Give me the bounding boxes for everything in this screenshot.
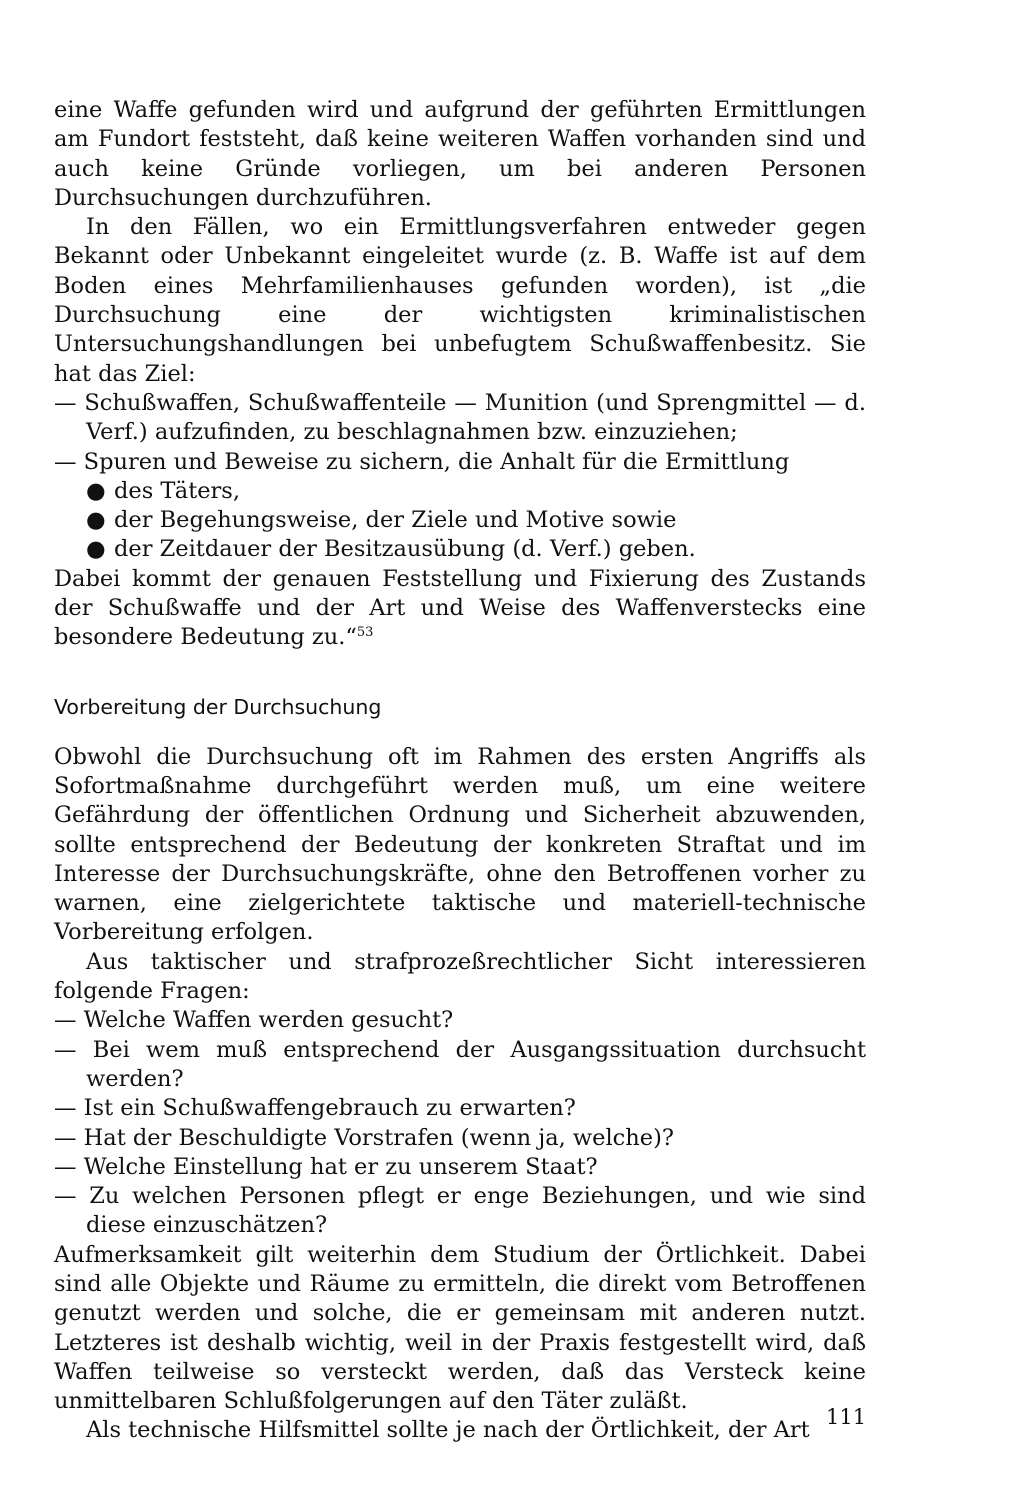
paragraph-locality: Aufmerksamkeit gilt weiterhin dem Studium der Örtlichkeit. Dabei sind alle Objekte und Räume zu ermitteln, die direkt vom Betroffenen genutzt werden und solche, die er gemeinsam mit anderen nutzt. Letzteres ist deshalb wichtig, weil in der Praxis festgestellt wird, daß Waffen teilweise so versteckt werden, daß das Versteck keine unmittelbaren Schlußfolgerungen auf den Täter zuläßt. [54, 1241, 866, 1415]
bullet-icon: ● [86, 477, 106, 504]
bullet-item [54, 477, 866, 506]
question-item: — Welche Waffen werden gesucht? [54, 1007, 454, 1034]
paragraph-preparation: Obwohl die Durchsuchung oft im Rahmen des ersten Angriffs als Sofortmaßnahme durchgeführt werden muß, um eine weitere Gefährdung der öffentlichen Ordnung und Sicherheit abzuwenden, sollte entsprechend der Bedeutung der konkreten Straftat und im Interesse der Durchsuchungskräfte, ohne den Betroffenen vorher zu warnen, eine zielgerichtete taktische und materiell-technische Vorbereitung erfolgen. [54, 743, 866, 946]
closing-quote-text: Dabei kommt der genauen Feststellung und Fixierung des Zustands der Schußwaffe und der Art und Weise des Waffenverstecks eine besondere Bedeutung zu.“ [54, 565, 866, 651]
footnote-reference: 53 [356, 625, 374, 641]
question-item: — Zu welchen Personen pflegt er enge Beziehungen, und wie sind diese einzuschätzen? [54, 1183, 866, 1239]
paragraph-questions-intro: Aus taktischer und strafprozeßrechtlicher Sicht interessieren folgende Fragen: [54, 948, 866, 1005]
bullet-text: der Zeitdauer der Besitzausübung (d. Verf.) geben. [114, 536, 696, 563]
bullet-text: der Begehungsweise, der Ziele und Motive sowie [114, 507, 677, 534]
page-body [54, 96, 866, 1446]
paragraph-technical-aids: Als technische Hilfsmittel sollte je nach der Örtlichkeit, der Art [86, 1417, 810, 1444]
question-item: — Welche Einstellung hat er zu unserem Staat? [54, 1153, 598, 1180]
section-heading: Vorbereitung der Durchsuchung [54, 694, 382, 719]
bullet-icon: ● [86, 536, 106, 563]
paragraph-investigation: In den Fällen, wo ein Ermittlungsverfahren entweder gegen Bekannt oder Unbekannt eingeleitet wurde (z. B. Waffe ist auf dem Boden eines Mehrfamilienhauses gefunden worden), ist „die Durchsuchung eine der wichtigsten kriminalistischen Untersuchungshandlungen bei unbefugtem Schußwaffenbesitz. Sie hat das Ziel: [54, 214, 866, 387]
bullet-text: des Täters, [114, 477, 241, 504]
question-item: — Bei wem muß entsprechend der Ausgangssituation durchsucht werden? [54, 1036, 866, 1092]
page-number: 111 [826, 1405, 867, 1429]
bullet-item [54, 535, 866, 564]
goal-item: — Spuren und Beweise zu sichern, die Anhalt für die Ermittlung [54, 448, 790, 475]
question-item: — Ist ein Schußwaffengebrauch zu erwarten? [54, 1095, 576, 1122]
goal-item: — Schußwaffen, Schußwaffenteile — Munition (und Sprengmittel — d. Verf.) aufzufinden, zu beschlagnahmen bzw. einzuziehen; [54, 389, 866, 446]
bullet-icon: ● [86, 507, 106, 534]
bullet-item [54, 506, 866, 535]
paragraph-closing-quote [54, 565, 866, 653]
question-item: — Hat der Beschuldigte Vorstrafen (wenn ja, welche)? [54, 1124, 674, 1151]
paragraph-continuation: eine Waffe gefunden wird und aufgrund der geführten Ermittlungen am Fundort feststeht, daß keine weiteren Waffen vorhanden sind und auch keine Gründe vorliegen, um bei anderen Personen Durchsuchungen durchzuführen. [54, 97, 866, 211]
